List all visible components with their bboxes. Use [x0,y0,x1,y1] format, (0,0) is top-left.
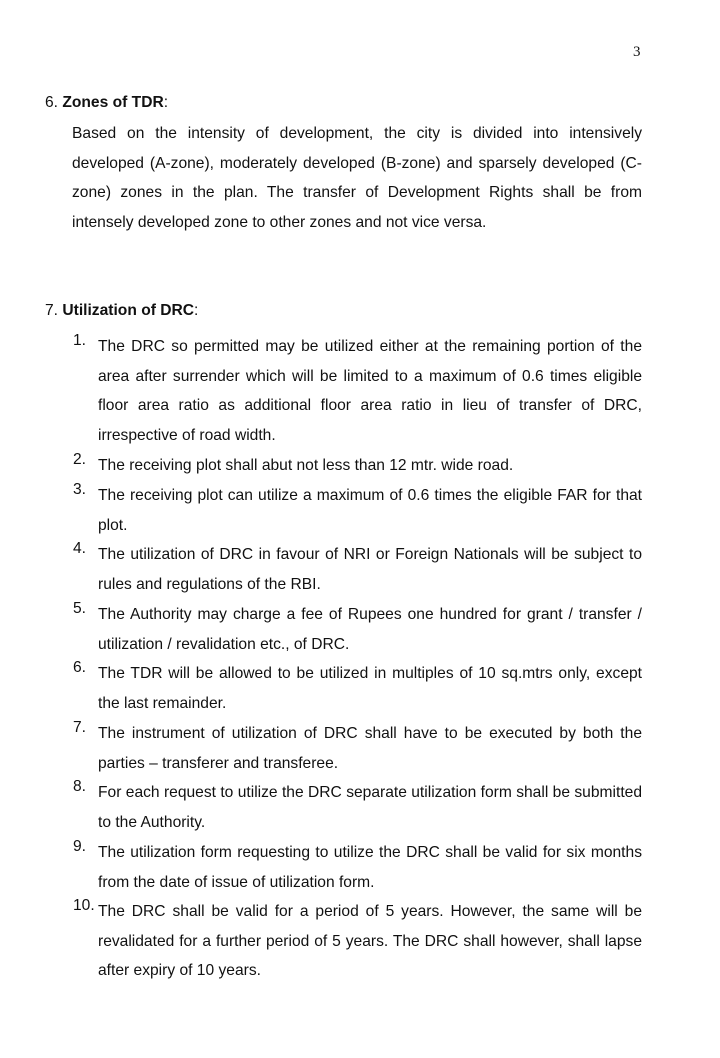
list-item-text: The receiving plot shall abut not less than 12 mtr. wide road. [98,457,514,474]
list-item-number: 7. [73,719,87,736]
list-item-number: 6. [73,659,87,676]
section-heading [45,302,198,320]
list-item-number: 3. [73,481,87,498]
list-item-text: The utilization of DRC in favour of NRI or Foreign Nationals will be subject to rules and regulations of the RBI. [98,546,642,593]
section-title: Zones of TDR [62,94,164,111]
heading-colon: : [163,94,169,111]
list-item-text: The instrument of utilization of DRC shall have to be executed by both the parties – transferer and transferee. [98,725,642,772]
list-item-number: 4. [73,540,87,557]
heading-colon: : [194,302,199,319]
list-item-text: The DRC so permitted may be utilized either at the remaining portion of the area after surrender which will be limited to a maximum of 0.6 times eligible floor area ratio as additional floor area ratio in lieu of transfer of DRC, irrespective of road width. [98,338,642,445]
list-item-number: 10. [73,897,95,914]
list-item-text: The Authority may charge a fee of Rupees one hundred for grant / transfer / utilization / revalidation etc., of DRC. [98,606,642,653]
section-body: Based on the intensity of development, the city is divided into intensively developed (A-zone), moderately developed (B-zone) and sparsely developed (C-zone) zones in the plan. The transfer of Development Rights shall be from intensely developed zone to other zones and not vice versa. [72,125,642,232]
list-item-number: 2. [73,451,87,468]
list-item-number: 1. [73,332,87,349]
list-item-number: 5. [73,600,87,617]
list-item-text: The TDR will be allowed to be utilized in multiples of 10 sq.mtrs only, except the last remainder. [98,665,642,712]
section-title: Utilization of DRC [62,302,195,319]
page-number: 3 [633,44,641,60]
list-item-text: The DRC shall be valid for a period of 5 years. However, the same will be revalidated for a further period of 5 years. The DRC shall however, shall lapse after expiry of 10 years. [98,903,642,980]
list-item-text: The receiving plot can utilize a maximum of 0.6 times the eligible FAR for that plot. [98,487,642,534]
section-number: 7. [45,302,59,319]
list-item-number: 9. [73,838,87,855]
list-item-number: 8. [73,778,87,795]
list-item-text: The utilization form requesting to utilize the DRC shall be valid for six months from the date of issue of utilization form. [98,844,642,891]
list-item-text: For each request to utilize the DRC separate utilization form shall be submitted to the Authority. [98,784,642,831]
section-heading [45,94,168,112]
section-number: 6. [45,94,59,111]
